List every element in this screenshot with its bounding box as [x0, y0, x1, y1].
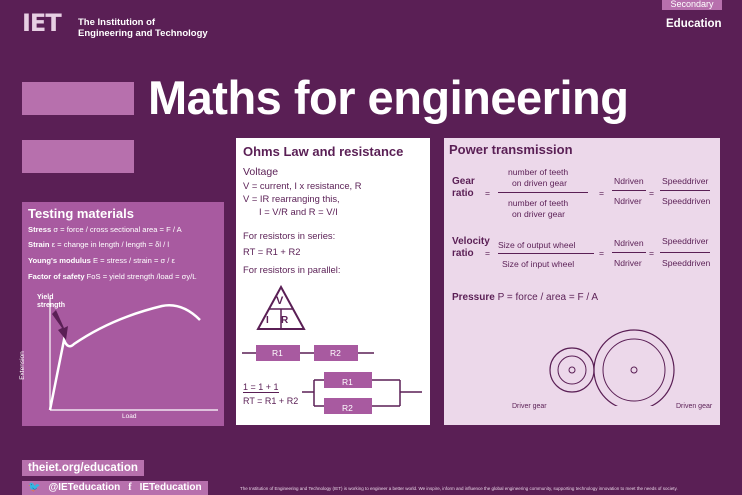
young-formula: E = stress / strain = σ / ε — [92, 256, 175, 265]
footer-social — [22, 481, 208, 495]
iet-logo — [22, 10, 72, 36]
driver-gear-hub — [569, 367, 575, 373]
driven-gear-outer — [594, 330, 674, 406]
teeth-driver-1: number of teeth — [508, 198, 569, 208]
parallel-r2-label: R2 — [342, 403, 353, 413]
stress-label: Stress — [28, 225, 52, 234]
velocity-ratio-label-2: ratio — [452, 248, 474, 259]
yield-label-line2: strength — [37, 302, 65, 309]
parallel-circuit — [302, 368, 426, 416]
graph-y-label: Extension — [18, 351, 26, 380]
fos-formula: FoS = yield strength /load = σy/L — [86, 272, 197, 281]
triangle-r: R — [281, 315, 289, 326]
stress-strain-curve — [50, 305, 200, 410]
facebook-handle[interactable]: IETeducation — [139, 482, 202, 493]
pressure-label: Pressure — [452, 292, 495, 303]
driven-gear-inner — [603, 339, 665, 401]
series-circuit — [242, 343, 374, 363]
stress-line — [28, 225, 182, 234]
frac-line-6 — [660, 252, 710, 253]
input-wheel: Size of input wheel — [502, 259, 575, 269]
teeth-driven-2: on driven gear — [512, 178, 567, 188]
org-name-line1: The Institution of — [78, 17, 156, 28]
n-driven-1: Ndriven — [614, 176, 644, 186]
strain-formula: ε = change in length / length = δl / l — [51, 240, 170, 249]
page-title: Maths for engineering — [148, 71, 629, 124]
parallel-formula-top: 1 = 1 + 1 — [243, 382, 279, 392]
secondary-tag: Secondary — [662, 0, 722, 10]
n-driver-2: Ndriver — [614, 258, 642, 268]
frac-line-4 — [498, 253, 594, 254]
series-label: For resistors in series: — [243, 230, 336, 241]
driver-gear-inner — [558, 356, 586, 384]
gear-ratio-label-2: ratio — [452, 188, 474, 199]
footer-url[interactable]: theiet.org/education — [22, 460, 144, 476]
testing-materials-panel — [18, 202, 224, 426]
testing-materials-title: Testing materials — [28, 206, 134, 221]
ohm-line-2: V = IR rearranging this, — [243, 193, 340, 204]
org-name-line2: Engineering and Technology — [78, 28, 208, 39]
parallel-formula-bottom: RT = R1 + R2 — [243, 396, 299, 406]
decor-bar-1 — [22, 82, 134, 115]
speed-driver-1: Speeddriver — [662, 176, 709, 186]
triangle-v: V — [276, 295, 284, 307]
facebook-icon: f — [128, 482, 132, 493]
speed-driver-2: Speeddriver — [662, 236, 709, 246]
pressure-line — [452, 292, 598, 303]
driven-gear-label: Driven gear — [676, 403, 713, 410]
stress-formula: σ = force / cross sectional area = F / A — [53, 225, 182, 234]
gear-ratio-label-1: Gear — [452, 176, 475, 187]
education-tag: Education — [666, 18, 722, 30]
twitter-icon: 🐦 — [28, 482, 41, 493]
driver-gear-label: Driver gear — [512, 403, 547, 410]
frac-line-5 — [612, 252, 646, 253]
org-name — [78, 17, 208, 39]
parallel-r1-label: R1 — [342, 377, 353, 387]
frac-line-2 — [612, 190, 646, 191]
ohms-law-panel — [236, 138, 430, 425]
eq-1: = — [485, 188, 491, 198]
ohms-law-title: Ohms Law and resistance — [243, 144, 404, 159]
yield-label-line1: Yield — [37, 294, 54, 301]
eq-3: = — [649, 188, 655, 198]
iet-logo-text: IET — [22, 9, 61, 37]
ohm-line-1: V = current, I x resistance, R — [243, 180, 362, 191]
decor-bar-2 — [22, 140, 134, 173]
graph-x-label: Load — [122, 413, 137, 420]
twitter-handle[interactable]: @IETeducation — [48, 482, 121, 493]
power-transmission-panel — [444, 138, 720, 425]
fos-label: Factor of safety — [28, 272, 85, 281]
speed-driven-2: Speeddriven — [662, 258, 711, 268]
driver-gear-outer — [550, 348, 594, 392]
output-wheel: Size of output wheel — [498, 240, 576, 250]
strain-line — [28, 240, 169, 249]
series-r2-label: R2 — [330, 348, 341, 358]
pressure-formula: P = force / area = F / A — [497, 292, 599, 303]
gears-diagram — [544, 328, 704, 406]
frac-line-3 — [660, 190, 710, 191]
power-transmission-title: Power transmission — [449, 142, 573, 157]
n-driven-2: Ndriven — [614, 238, 644, 248]
series-r1-label: R1 — [272, 348, 283, 358]
speed-driven-1: Speeddriven — [662, 196, 711, 206]
ohm-line-3: I = V/R and R = V/I — [259, 206, 338, 217]
strain-label: Strain — [28, 240, 50, 249]
teeth-driven-1: number of teeth — [508, 167, 569, 177]
eq-5: = — [599, 248, 605, 258]
triangle-i: I — [266, 315, 269, 326]
series-formula: RT = R1 + R2 — [243, 246, 301, 257]
eq-4: = — [485, 248, 491, 258]
teeth-driver-2: on driver gear — [512, 209, 566, 219]
n-driver-1: Ndriver — [614, 196, 642, 206]
parallel-label: For resistors in parallel: — [243, 264, 341, 275]
eq-2: = — [599, 188, 605, 198]
young-label: Young's modulus — [28, 256, 91, 265]
eq-6: = — [649, 248, 655, 258]
young-line — [28, 256, 175, 265]
yield-arrow-icon — [52, 310, 68, 340]
driven-gear-hub — [631, 367, 637, 373]
yield-label — [37, 294, 65, 310]
frac-line-1 — [498, 192, 588, 193]
voltage-heading: Voltage — [243, 166, 279, 178]
fos-line — [28, 272, 196, 281]
velocity-ratio-label-1: Velocity — [452, 236, 490, 247]
footer-fine-print: The Institution of Engineering and Technology (IET) is working to engineer a better world. We inspire, inform and influence the global engineering community, supporting technology innovation to meet the needs of society. — [240, 486, 678, 491]
